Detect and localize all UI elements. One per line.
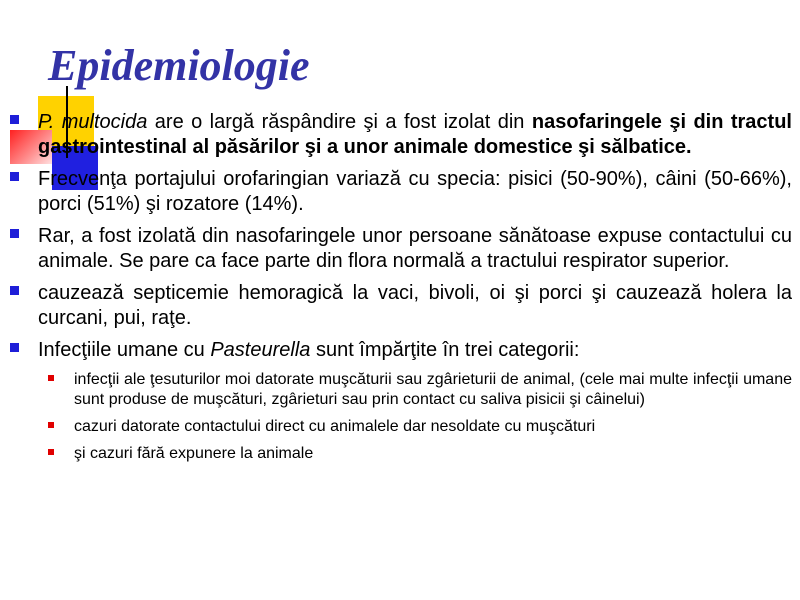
bullet-item-4 (10, 281, 792, 331)
bullet-text-cont: sunt împărţite în trei categorii: (310, 339, 580, 361)
bullet-text: Frecvenţa portajului orofaringian variază cu specia: pisici (50-90%), câini (50-66%), porci (51%) şi rozatore (14%). (38, 168, 792, 215)
genus-name: Pasteurella (210, 339, 311, 361)
bullet-text: are o largă răspândire şi a fost izolat din (147, 111, 532, 133)
square-bullet-icon (10, 286, 19, 295)
bullet-item-2 (10, 167, 792, 217)
sub-bullet-text: infecţii ale ţesuturilor moi datorate muşcăturii sau zgârieturii de animal, (cele mai multe infecţii umane sunt produse de muşcături, zgârieturi sau prin contact cu saliva pisicii şi câinelui) (74, 371, 792, 408)
square-bullet-icon (10, 172, 19, 181)
square-bullet-icon (10, 115, 19, 124)
red-square-bullet-icon (48, 375, 54, 381)
sub-bullet-text: cazuri datorate contactului direct cu animalele dar nesoldate cu muşcături (74, 418, 596, 435)
sub-bullet-item-3 (48, 444, 792, 464)
bullet-text: cauzează septicemie hemoragică la vaci, bivoli, oi şi porci şi cauzează holera la curcani, pui, raţe. (38, 282, 792, 329)
bullet-item-1 (10, 110, 792, 160)
bullet-item-3 (10, 224, 792, 274)
bullet-text: Infecţiile umane cu (38, 339, 211, 361)
bullet-item-5 (10, 338, 792, 363)
sub-bullet-text: şi cazuri fără expunere la animale (74, 445, 314, 462)
slide-title: Epidemiologie (48, 41, 310, 90)
sub-bullet-item-1 (48, 370, 792, 410)
sub-bullet-item-2 (48, 417, 792, 437)
square-bullet-icon (10, 229, 19, 238)
square-bullet-icon (10, 343, 19, 352)
bullet-bold-text: nasofaringele şi din tractul gastrointestinal al păsărilor şi a unor animale domestice şi sălbatice. (38, 111, 792, 158)
red-square-bullet-icon (48, 422, 54, 428)
genus-name: P. multocida (38, 111, 148, 133)
red-square-bullet-icon (48, 449, 54, 455)
slide-body (10, 110, 792, 471)
bullet-text: Rar, a fost izolată din nasofaringele unor persoane sănătoase expuse contactului cu animale. Se pare ca face parte din flora normală a tractului respirator superior. (38, 225, 792, 272)
